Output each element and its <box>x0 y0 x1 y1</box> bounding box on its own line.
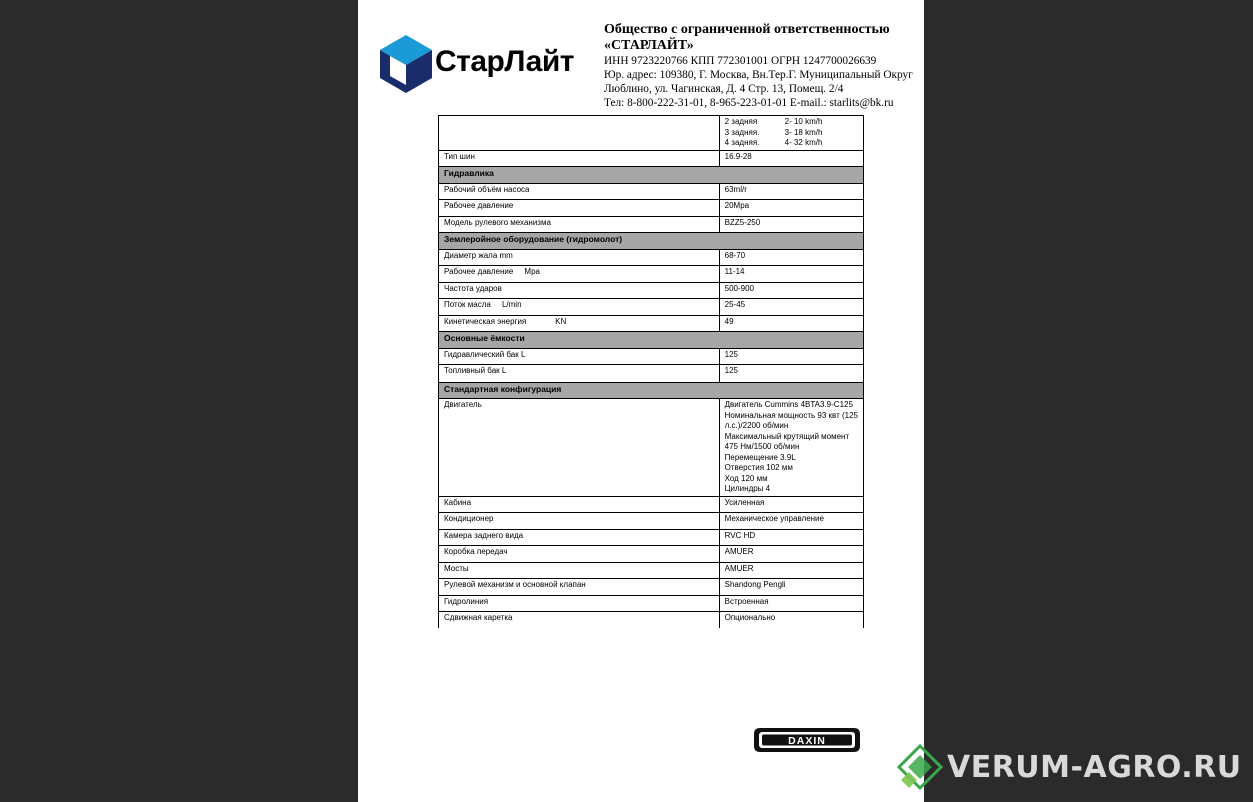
row-value: RVC HD <box>719 529 863 546</box>
row-value: AMUER <box>719 562 863 579</box>
company-name: «СТАРЛАЙТ» <box>604 38 694 53</box>
row-value: 125 <box>719 365 863 383</box>
row-value: 25-45 <box>719 299 863 316</box>
row-label: Рулевой механизм и основной клапан <box>439 579 720 596</box>
row-value: Встроенная <box>719 595 863 612</box>
table-row <box>439 496 864 513</box>
gear-speed: 3- 18 km/h <box>784 127 823 137</box>
engine-spec-line: Ход 120 мм <box>724 473 768 483</box>
engine-spec-line: Отверстия 102 мм <box>724 463 793 472</box>
row-value: 49 <box>719 315 863 332</box>
gear-speed: 4- 32 km/h <box>784 138 823 147</box>
company-registration: ИНН 9723220766 КПП 772301001 ОГРН 1247700026639 <box>604 55 877 67</box>
row-label: Топливный бак L <box>439 365 720 383</box>
section-title: Стандартная конфигурация <box>439 382 864 399</box>
row-label: Поток масла L/min <box>439 299 720 316</box>
row-value: 500-900 <box>719 282 863 299</box>
section-header <box>439 233 864 250</box>
row-label: Диаметр жала mm <box>439 249 720 266</box>
spec-table <box>438 115 864 628</box>
table-row <box>439 150 864 167</box>
row-value: Опционально <box>719 612 863 628</box>
row-value: Усиленная <box>719 496 863 513</box>
row-value: 125 <box>719 348 863 365</box>
watermark-text: VERUM-AGRO.RU <box>947 749 1242 785</box>
engine-spec-line: Двигатель Cummins 4BTA3.9-C125 <box>724 400 853 409</box>
company-contacts: Тел: 8-800-222-31-01, 8-965-223-01-01 E-mail.: starlits@bk.ru <box>604 97 894 109</box>
section-header <box>439 382 864 399</box>
row-value: 20Mpa <box>719 200 863 217</box>
table-row <box>439 348 864 365</box>
row-label: Частота ударов <box>439 282 720 299</box>
table-row <box>439 183 864 200</box>
engine-spec-line: Цилиндры 4 <box>724 484 771 493</box>
table-row <box>439 315 864 332</box>
engine-spec-line: Перемещение 3.9L <box>724 452 796 462</box>
table-row <box>439 249 864 266</box>
table-cell <box>439 116 720 151</box>
table-row <box>439 529 864 546</box>
table-row <box>439 562 864 579</box>
engine-spec-line: Максимальный крутящий момент <box>724 431 850 441</box>
table-row <box>439 116 864 151</box>
site-watermark <box>897 744 1242 790</box>
company-header <box>604 22 914 110</box>
row-value: BZZ5-250 <box>719 216 863 233</box>
row-value: 11-14 <box>719 266 863 283</box>
engine-spec-line: л.с.)/2200 об/мин <box>724 421 789 430</box>
diamond-icon <box>897 744 943 790</box>
gear-speed: 2- 10 km/h <box>784 117 823 126</box>
starlight-logo-icon <box>380 35 432 93</box>
gear-label: 2 задняя <box>724 117 758 126</box>
company-address-2: Люблино, ул. Чагинская, Д. 4 Стр. 13, Помещ. 2/4 <box>604 83 844 95</box>
row-label: Гидролиния <box>439 595 720 612</box>
row-label: Сдвижная каретка <box>439 612 720 628</box>
table-row <box>439 216 864 233</box>
row-label: Камера заднего вида <box>439 529 720 546</box>
section-header <box>439 332 864 349</box>
gear-label: 4 задняя. <box>724 138 760 147</box>
row-label: Кондиционер <box>439 513 720 530</box>
table-row <box>439 299 864 316</box>
engine-spec-line: 475 Нм/1500 об/мин <box>724 442 800 451</box>
row-label: Коробка передач <box>439 546 720 563</box>
section-title: Гидравлика <box>439 167 864 184</box>
row-label: Рабочее давление Mpa <box>439 266 720 283</box>
section-title: Землеройное оборудование (гидромолот) <box>439 233 864 250</box>
row-label: Рабочий объём насоса <box>439 183 720 200</box>
row-label: Рабочее давление <box>439 200 720 217</box>
brand-name: СтарЛайт <box>435 45 574 78</box>
row-value: Механическое управление <box>719 513 863 530</box>
table-row <box>439 399 864 497</box>
row-label: Гидравлический бак L <box>439 348 720 365</box>
table-row <box>439 365 864 383</box>
row-label: Двигатель <box>439 399 720 497</box>
section-title: Основные ёмкости <box>439 332 864 349</box>
table-row <box>439 282 864 299</box>
row-label: Мосты <box>439 562 720 579</box>
table-row <box>439 595 864 612</box>
row-label: Кабина <box>439 496 720 513</box>
row-value: 16.9-28 <box>719 150 863 167</box>
company-legal-form: Общество с ограниченной ответственностью <box>604 22 890 37</box>
table-cell <box>719 116 863 151</box>
section-header <box>439 167 864 184</box>
row-label: Кинетическая энергия KN <box>439 315 720 332</box>
table-row <box>439 200 864 217</box>
daxin-logo-icon <box>754 728 860 752</box>
table-row <box>439 513 864 530</box>
table-row <box>439 579 864 596</box>
row-value: AMUER <box>719 546 863 563</box>
document-page <box>358 0 924 802</box>
row-value: Shandong Pengli <box>719 579 863 596</box>
engine-spec-line: Номинальная мощность 93 квт (125 <box>724 410 858 420</box>
table-row <box>439 612 864 628</box>
engine-spec-cell <box>719 399 863 497</box>
table-row <box>439 546 864 563</box>
row-value: 63ml/r <box>719 183 863 200</box>
table-row <box>439 266 864 283</box>
row-label: Модель рулевого механизма <box>439 216 720 233</box>
company-address-1: Юр. адрес: 109380, Г. Москва, Вн.Тер.Г. Муниципальный Округ <box>604 69 913 81</box>
gear-label: 3 задняя. <box>724 127 760 137</box>
row-value: 68-70 <box>719 249 863 266</box>
daxin-logo-text: DAXIN <box>788 735 826 747</box>
row-label: Тип шин <box>439 150 720 167</box>
